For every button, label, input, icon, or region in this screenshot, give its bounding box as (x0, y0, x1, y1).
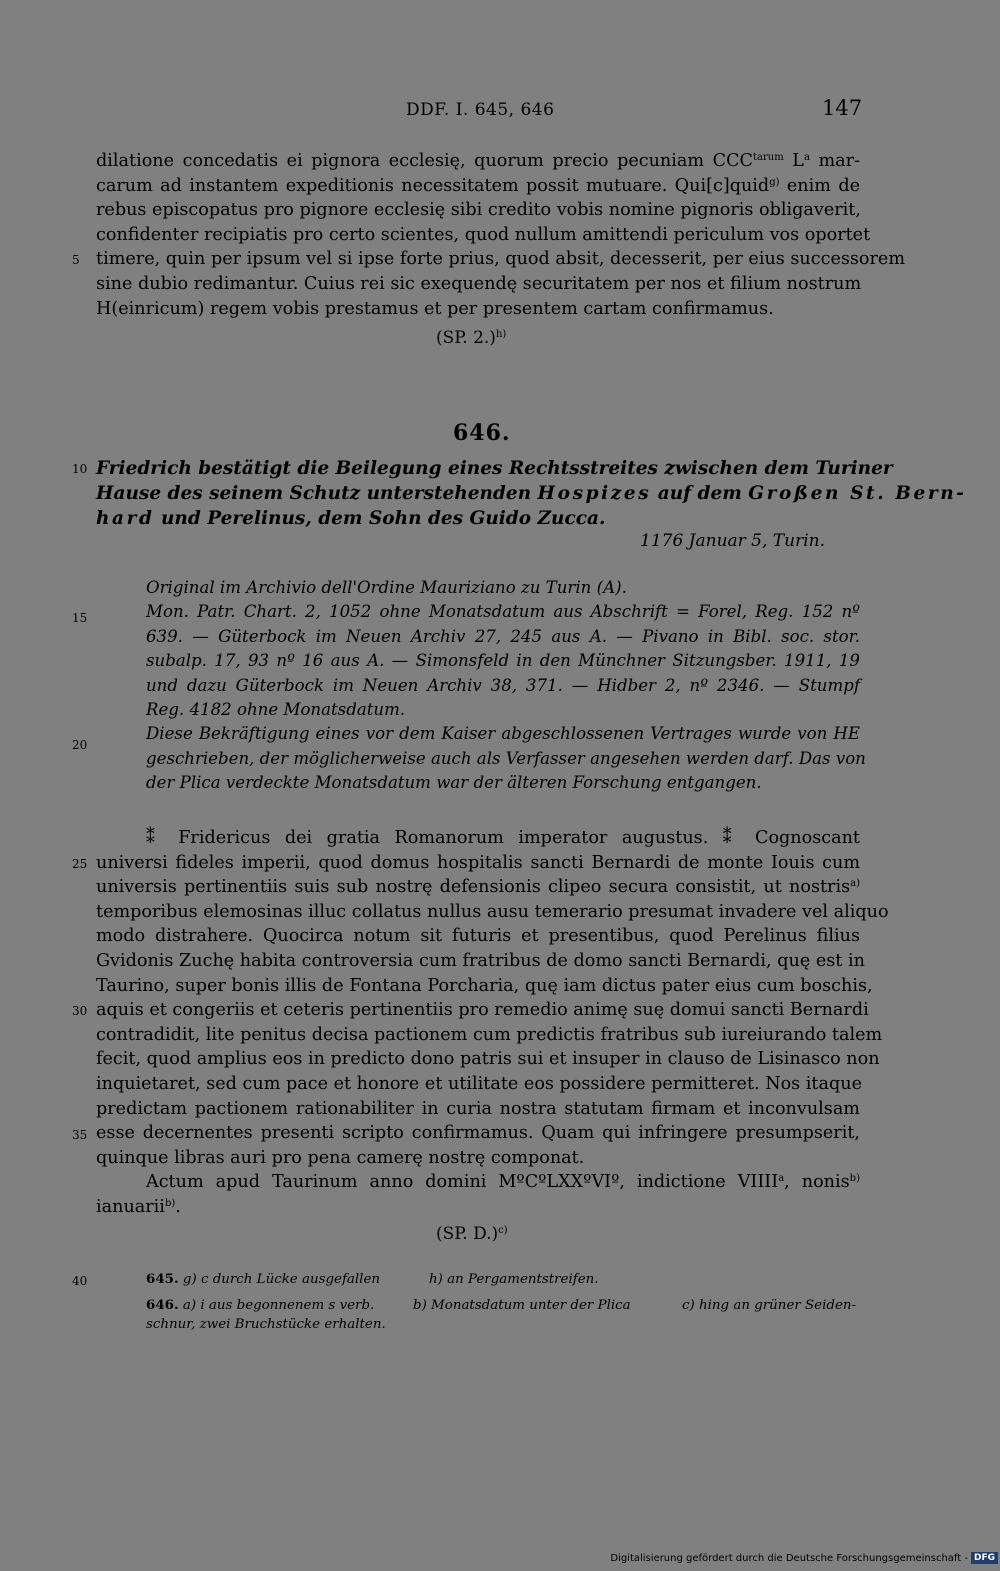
text-line: esse decernentes presenti scripto confirmamus. Quam qui infringere presumpserit, (96, 1123, 860, 1144)
line-number: 30 (72, 1004, 88, 1018)
line-number: 5 (72, 253, 80, 267)
summary-line: Hause des seinem Schutz unterstehenden Hospizes auf dem Großen St. Bern- (96, 483, 967, 504)
running-header: DDF. I. 645, 646 (406, 100, 555, 120)
text-line: universi fideles imperii, quod domus hospitalis sancti Bernardi de monte Iouis cum (96, 852, 860, 873)
footnote-645: 645. g) c durch Lücke ausgefallen h) an Pergamentstreifen. (146, 1271, 599, 1287)
text-line: Gvidonis Zuchę habita controversia cum fratribus de domo sancti Bernardi, quę est in (96, 950, 865, 971)
summary-line: hard und Perelinus, dem Sohn des Guido Zucca. (96, 508, 606, 529)
digitization-footer (610, 1552, 998, 1564)
actum-line: Actum apud Taurinum anno domini MºCºLXXºVIº, indictione VIIII$^a$, nonis$^{b)}$ (146, 1172, 860, 1193)
line-number: 40 (72, 1274, 88, 1288)
line-number: 15 (72, 611, 88, 625)
summary-line: Friedrich bestätigt die Beilegung eines Rechtsstreites zwischen dem Turiner (96, 458, 893, 479)
text-line: ⁑ Fridericus dei gratia Romanorum imperator augustus. ⁑ Cognoscant (146, 828, 860, 848)
text-line: contradidit, lite penitus decisa pactionem cum predictis fratribus sub iureiurando talem (96, 1024, 883, 1045)
text-line: carum ad instantem expeditionis necessitatem possit mutuare. Qui[c]quid$^{g)}$ enim de (96, 175, 860, 196)
note-line: der Plica verdeckte Monatsdatum war der älteren Forschung entgangen. (146, 773, 762, 793)
line-number: 20 (72, 738, 88, 752)
text-line: temporibus elemosinas illuc collatus nullus ausu temerario presumat invadere vel aliquo (96, 901, 889, 922)
text-line: dilatione concedatis ei pignora ecclesię, quorum precio pecuniam $CCC^{tarum}$ $L^a$ mar- (96, 151, 860, 171)
text-line: inquietaret, sed cum pace et honore et utilitate eos possidere permitteret. Nos itaque (96, 1073, 862, 1094)
text-line: Taurino, super bonis illis de Fontana Porcharia, quę iam dictus pater eius cum boschis, (96, 975, 873, 996)
line-number: 10 (72, 462, 88, 476)
text-line: confidenter recipiatis pro certo scientes, quod nullum amittendi periculum vos oportet (96, 224, 871, 245)
text-line: universis pertinentiis suis sub nostrę defensionis clipeo secura consistit, ut nostris$^{a)}$ (96, 877, 860, 898)
note-line: geschrieben, der möglicherweise auch als Verfasser angesehen werden darf. Das von (146, 748, 866, 768)
line-number: 25 (72, 857, 88, 871)
note-line: Diese Bekräftigung eines vor dem Kaiser abgeschlossenen Vertrages wurde von HE (146, 724, 860, 744)
document-summary (96, 456, 967, 531)
text-line: timere, quin per ipsum vel si ipse forte prius, quod absit, decesserit, per eius successorem (96, 249, 906, 270)
actum-line-2: ianuarii$^{b)}$. (96, 1196, 181, 1217)
charter-text (96, 826, 889, 1220)
document-date: 1176 Januar 5, Turin. (640, 531, 826, 551)
dfg-logo: DFG (971, 1552, 998, 1564)
text-line: modo distrahere. Quocirca notum sit futuris et presentibus, quod Perelinus filius (96, 926, 860, 947)
sp-mark: (SP. D.)$^{c)}$ (436, 1224, 508, 1244)
footnote-646: 646. a) i aus begonnenem s verb. b) Monatsdatum unter der Plica c) hing an grüner Seiden- (146, 1297, 857, 1313)
text-line: aquis et congeriis et ceteris pertinentiis pro remedio animę suę domui sancti Bernardi (96, 1000, 869, 1021)
page-number: 147 (822, 96, 863, 120)
note-line: 639. — Güterbock im Neuen Archiv 27, 245 aus A. — Pivano in Bibl. soc. stor. (146, 626, 860, 646)
text-line: sine dubio redimantur. Cuius rei sic exequendę securitatem per nos et filium nostrum (96, 273, 862, 294)
note-line: und dazu Güterbock im Neuen Archiv 38, 371. — Hidber 2, nº 2346. — Stumpf (146, 675, 860, 695)
footnote-646-cont: schnur, zwei Bruchstücke erhalten. (146, 1317, 386, 1332)
note-line: Original im Archivio dell'Ordine Mauriziano zu Turin (A). (146, 578, 627, 597)
text-line: rebus episcopatus pro pignore ecclesię sibi credito vobis nomine pignoris obligaverit, (96, 200, 861, 221)
note-line: Mon. Patr. Chart. 2, 1052 ohne Monatsdatum aus Abschrift = Forel, Reg. 152 nº (146, 602, 860, 622)
note-line: subalp. 17, 93 nº 16 aus A. — Simonsfeld in den Münchner Sitzungsber. 1911, 19 (146, 651, 860, 671)
note-line: Reg. 4182 ohne Monatsdatum. (146, 700, 406, 720)
text-line: fecit, quod amplius eos in predicto dono patris sui et insuper in clauso de Lisinasco non (96, 1049, 880, 1070)
document-number: 646. (453, 420, 511, 446)
text-line: quinque libras auri pro pena camerę nostrę componat. (96, 1147, 585, 1168)
line-number: 35 (72, 1128, 88, 1142)
sp-mark: (SP. 2.)$^{h)}$ (436, 328, 507, 348)
footer-text: Digitalisierung gefördert durch die Deutsche Forschungsgemeinschaft - (610, 1552, 968, 1564)
text-line: predictam pactionem rationabiliter in curia nostra statutam firmam et inconvulsam (96, 1098, 860, 1119)
text-line: H(einricum) regem vobis prestamus et per presentem cartam confirmamus. (96, 298, 774, 319)
doc645-text (96, 149, 906, 321)
editorial-notes (146, 576, 866, 796)
